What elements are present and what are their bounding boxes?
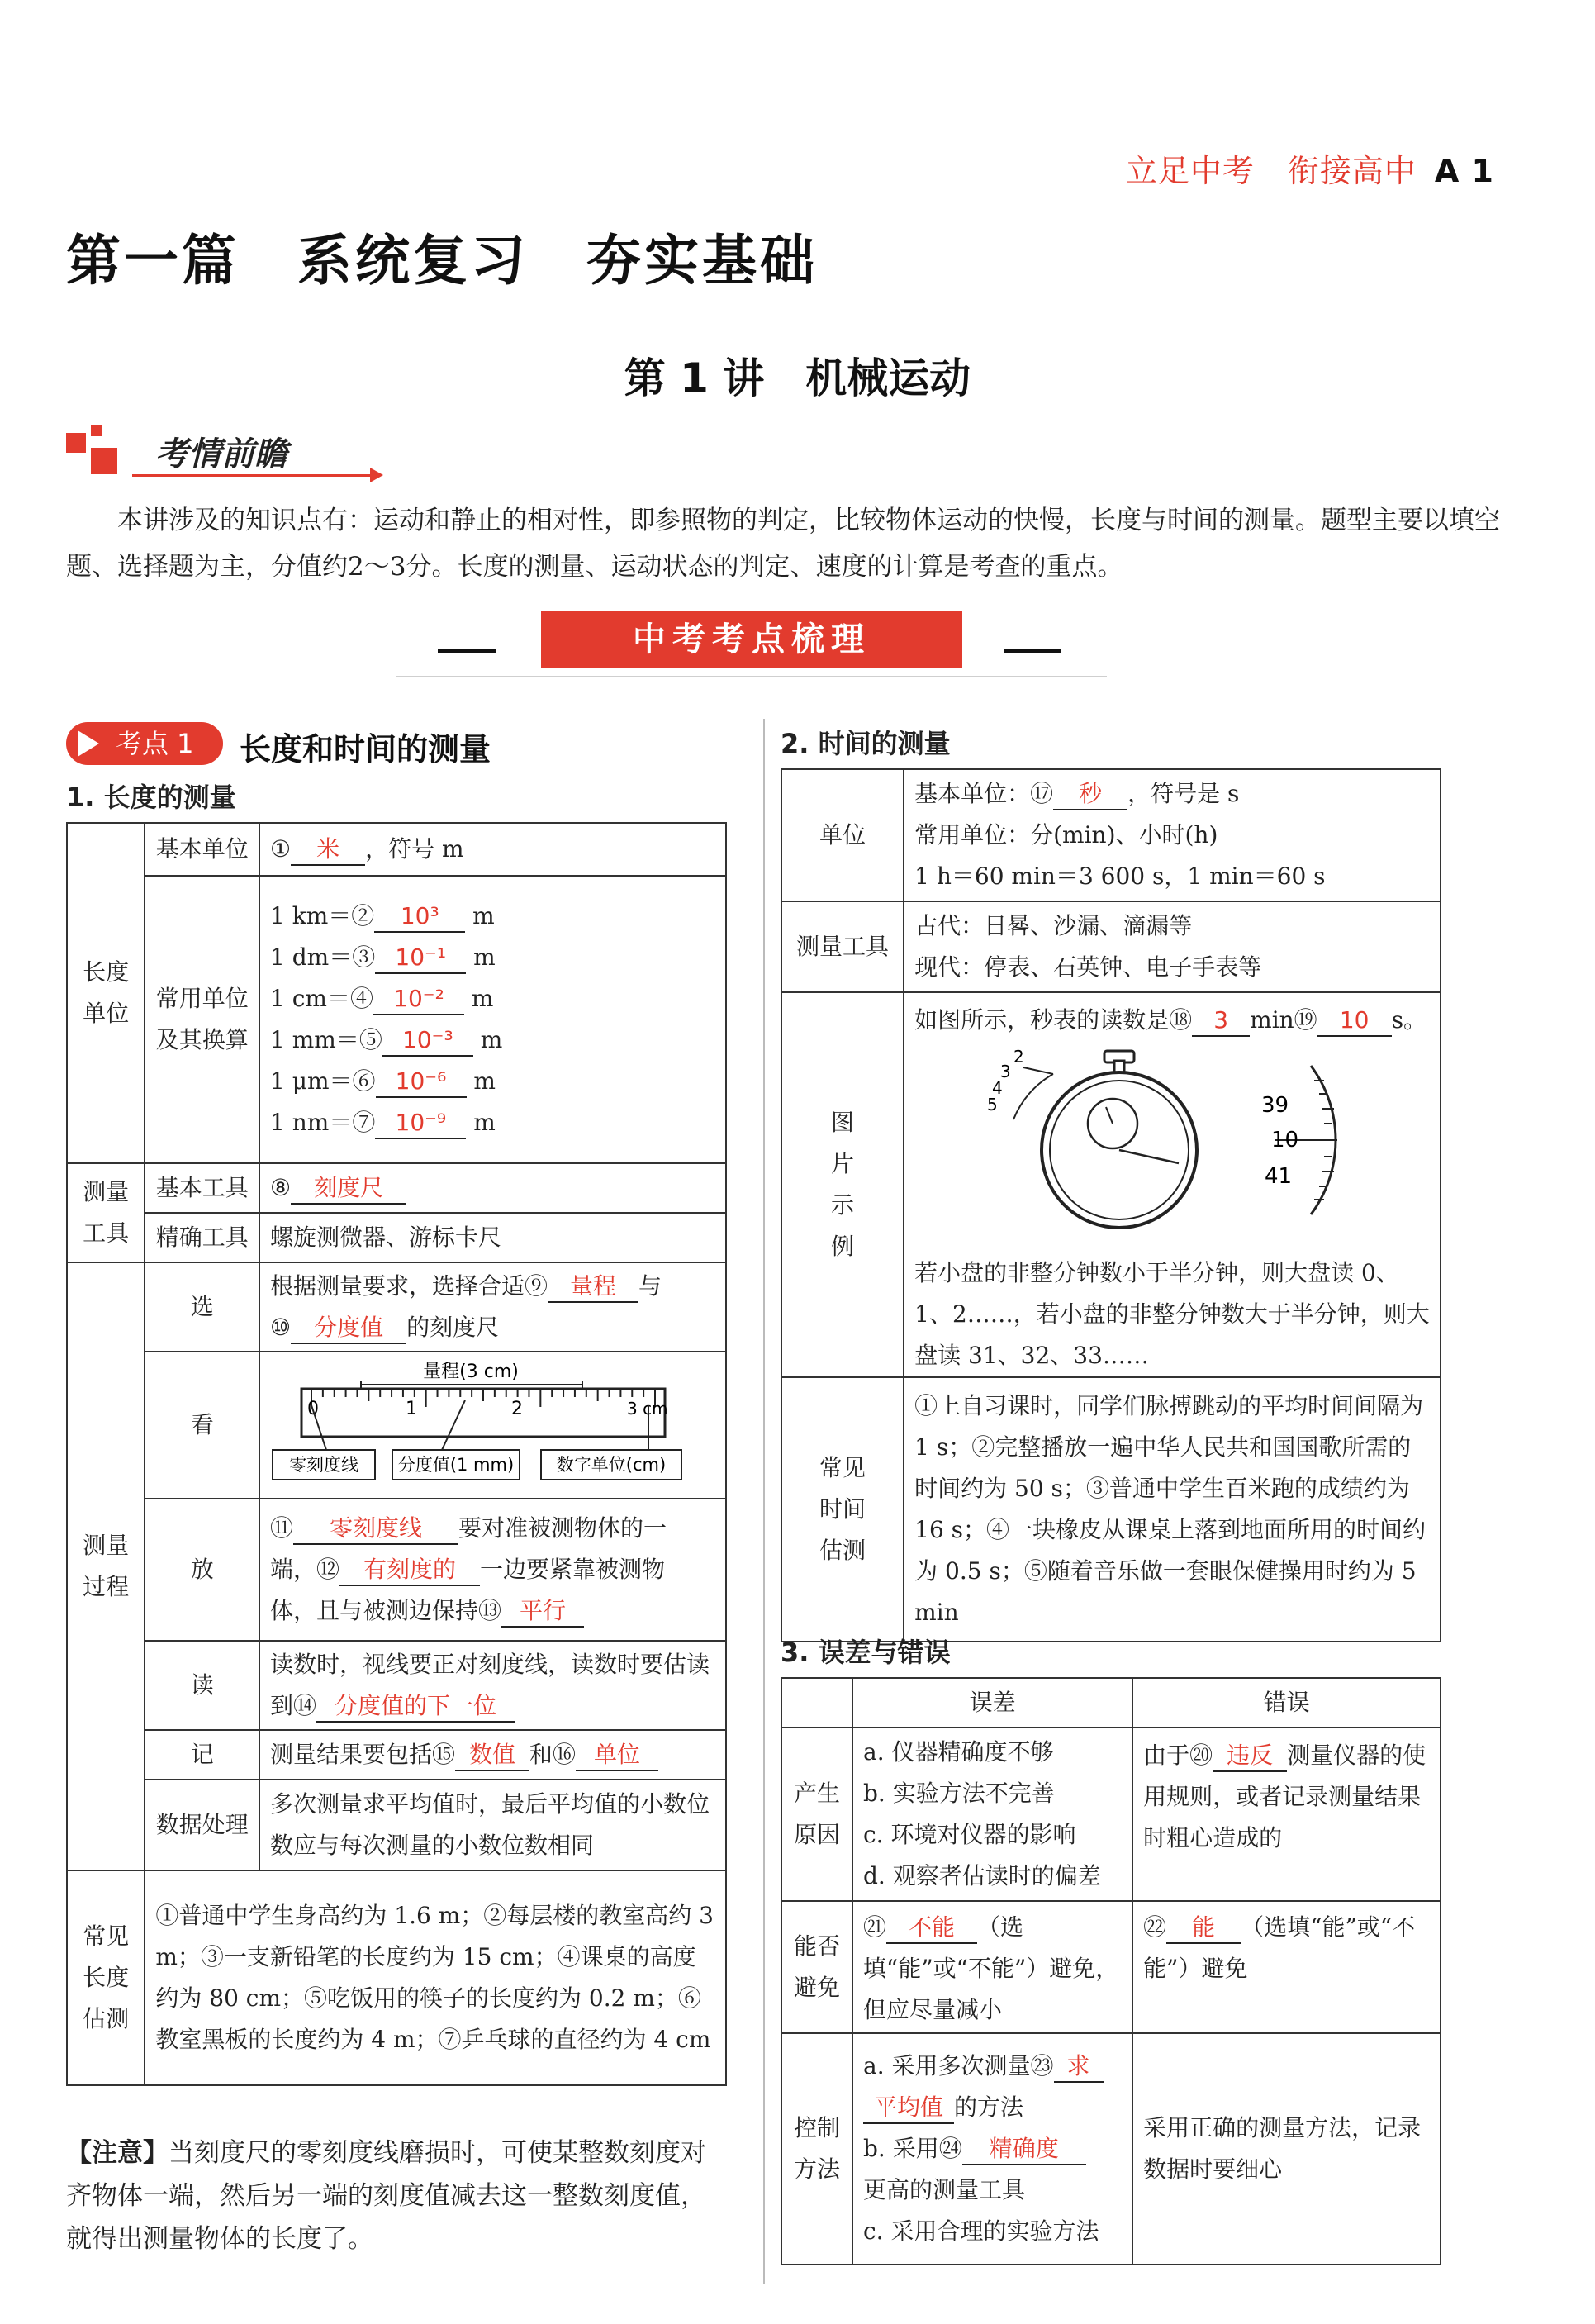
answer-blank: 10⁻² bbox=[373, 984, 464, 1015]
zero-line-label: 零刻度线 bbox=[289, 1455, 359, 1475]
select-label: 选 bbox=[145, 1262, 259, 1352]
time-unit-cell: 基本单位：⑰ 秒 ，符号是 s 常用单位：分(min)、小时(h) 1 h＝60 min＝3 600 s，1 min＝60 s bbox=[904, 769, 1441, 901]
answer-blank: 10⁻³ bbox=[382, 1025, 473, 1057]
data-text: 多次测量求平均值时，最后平均值的小数位数应与每次测量的小数位数相同 bbox=[259, 1780, 726, 1870]
intro-paragraph: 本讲涉及的知识点有：运动和静止的相对性，即参照物的判定，比较物体运动的快慢，长度与时间的测量。题型主要以填空题、选择题为主，分值约2～3分。长度的测量、运动状态的判定、速度的计算是考查的重点。 bbox=[66, 506, 1500, 582]
select-cell: 根据测量要求，选择合适⑨ 量程 与 ⑩ 分度值 的刻度尺 bbox=[259, 1262, 726, 1352]
answer-blank: 刻度尺 bbox=[291, 1173, 406, 1205]
ruler-diagram bbox=[260, 1352, 723, 1485]
decor-square-icon bbox=[66, 433, 86, 453]
answer-blank: 能 bbox=[1166, 1913, 1241, 1944]
picture-label: 图片示例 bbox=[781, 992, 904, 1377]
basic-tool-cell: ⑧ 刻度尺 bbox=[259, 1163, 726, 1213]
conversion-row: 1 cm＝④ 10⁻² m bbox=[270, 978, 715, 1019]
column-divider bbox=[763, 719, 765, 2284]
answer-blank: 求 bbox=[1054, 2051, 1104, 2083]
avoid-cell: ㉑ 不能 （选填“能”或“不能”）避免，但应尽量减小 bbox=[852, 1901, 1132, 2033]
answer-blank: 米 bbox=[291, 834, 365, 866]
answer-blank: 违反 bbox=[1213, 1741, 1287, 1772]
small-dial-label: 4 bbox=[992, 1078, 1003, 1098]
cause-list: a. 仪器精确度不够 b. 实验方法不完善 c. 环境对仪器的影响 d. 观察者估读时的偏差 bbox=[852, 1728, 1132, 1901]
length-table bbox=[66, 822, 727, 2086]
note-text: 当刻度尺的零刻度线磨损时，可使某整数刻度对齐物体一端，然后另一端的刻度值减去这一整数刻度值，就得出测量物体的长度了。 bbox=[66, 2138, 706, 2254]
precise-tool-label: 精确工具 bbox=[145, 1213, 259, 1262]
answer-blank: 有刻度的 bbox=[339, 1555, 480, 1586]
control-cell: a. 采用多次测量㉓ 求 平均值 的方法 b. 采用㉔ 精确度 更高的测量工具 c. 采用合理的实验方法 bbox=[852, 2033, 1132, 2265]
stopwatch-cell: 如图所示，秒表的读数是⑱ 3 min⑲ 10 s。 2 3 4 5 39 10 41 若小盘的非整分钟数小于半分钟，则大盘读 0、1、2……，若小盘的非整分钟数大于半分钟，则大盘读 31、32、33…… bbox=[904, 992, 1441, 1377]
answer-blank: 精确度 bbox=[962, 2134, 1086, 2165]
stopwatch-diagram bbox=[914, 1041, 1426, 1239]
answer-blank: 不能 bbox=[886, 1913, 977, 1944]
divider bbox=[396, 676, 1107, 677]
length-estimate-label: 常见长度估测 bbox=[67, 1870, 145, 2085]
slogan-1: 立足中考 bbox=[1125, 153, 1255, 189]
basic-unit-label: 基本单位 bbox=[145, 823, 259, 876]
answer-blank: 10⁻¹ bbox=[375, 943, 466, 974]
conversion-row: 1 km＝② 10³ m bbox=[270, 896, 715, 937]
note-label: 【注意】 bbox=[66, 2138, 169, 2168]
answer-blank: 平行 bbox=[501, 1596, 584, 1628]
answer-blank: 秒 bbox=[1053, 779, 1127, 810]
time-tool-cell: 古代：日晷、沙漏、滴漏等 现代：停表、石英钟、电子手表等 bbox=[904, 901, 1441, 992]
tool-category: 测量工具 bbox=[67, 1163, 145, 1262]
data-label: 数据处理 bbox=[145, 1780, 259, 1870]
play-arrow-icon bbox=[78, 730, 99, 757]
record-cell: 测量结果要包括⑮ 数值 和⑯ 单位 bbox=[259, 1730, 726, 1780]
kaodian-tag: 考点 1 bbox=[66, 722, 223, 765]
underline-divider bbox=[132, 474, 372, 477]
section-tag bbox=[66, 425, 380, 484]
ruler-cell bbox=[259, 1352, 726, 1499]
big-dial-label: 10 bbox=[1271, 1128, 1299, 1152]
stopwatch-text: 若小盘的非整分钟数小于半分钟，则大盘读 0、1、2……，若小盘的非整分钟数大于半分钟，则大盘读 31、32、33…… bbox=[914, 1259, 1430, 1369]
error-col-1: 误差 bbox=[852, 1678, 1132, 1728]
ruler-tick-label: 2 bbox=[511, 1399, 524, 1419]
error-heading: 3. 误差与错误 bbox=[781, 1637, 951, 1668]
answer-blank: 平均值 bbox=[863, 2093, 954, 2124]
precise-tool-text: 螺旋测微器、游标卡尺 bbox=[259, 1213, 726, 1262]
answer-blank: 零刻度线 bbox=[293, 1514, 458, 1545]
banner-dash-left bbox=[438, 649, 496, 653]
arrow-right-icon bbox=[370, 468, 383, 482]
number-unit-label: 数字单位(cm) bbox=[556, 1455, 667, 1475]
slogan-2: 衔接高中 bbox=[1287, 153, 1417, 189]
header-slogan bbox=[1126, 145, 1494, 191]
kaodian-title: 长度和时间的测量 bbox=[240, 731, 491, 768]
read-label: 读 bbox=[145, 1641, 259, 1730]
conversion-row: 1 mm＝⑤ 10⁻³ m bbox=[270, 1019, 715, 1061]
time-estimate-text: ①上自习课时，同学们脉搏跳动的平均时间间隔为 1 s；②完整播放一遍中华人民共和国国歌所需的时间约为 50 s；③普通中学生百米跑的成绩约为 16 s；④一块橡皮从课桌上落到地面所用的时间约为 0.5 s；⑤随着音乐做一套眼保健操用时约为 5 min bbox=[904, 1377, 1441, 1642]
common-unit-label: 常用单位及其换算 bbox=[145, 876, 259, 1163]
control-label: 控制方法 bbox=[781, 2033, 852, 2265]
kaodian-header bbox=[66, 719, 595, 768]
place-cell: ⑪ 零刻度线 要对准被测物体的一 端，⑫ 有刻度的 一边要紧靠被测物 体，且与被测边保持⑬ 平行 bbox=[259, 1499, 726, 1641]
small-dial-label: 3 bbox=[1000, 1062, 1011, 1081]
avoid-label: 能否避免 bbox=[781, 1901, 852, 2033]
decor-square-icon bbox=[91, 448, 117, 474]
ruler-range-label: 量程(3 cm) bbox=[423, 1362, 519, 1382]
small-dial-label: 5 bbox=[987, 1095, 998, 1114]
answer-blank: 分度值的下一位 bbox=[316, 1691, 515, 1723]
banner-title: 中考考点梳理 bbox=[541, 611, 962, 668]
unit-category: 长度单位 bbox=[67, 823, 145, 1163]
decor-square-icon bbox=[91, 425, 102, 436]
control-error-cell: 采用正确的测量方法，记录数据时要细心 bbox=[1132, 2033, 1441, 2265]
big-dial-label: 41 bbox=[1265, 1164, 1293, 1189]
answer-blank: 3 bbox=[1192, 1005, 1250, 1037]
time-heading: 2. 时间的测量 bbox=[781, 728, 951, 759]
read-cell: 读数时，视线要正对刻度线，读数时要估读 到⑭ 分度值的下一位 bbox=[259, 1641, 726, 1730]
banner-dash-right bbox=[1004, 649, 1061, 653]
error-table bbox=[781, 1677, 1441, 2265]
answer-blank: 10⁻⁶ bbox=[376, 1067, 467, 1098]
time-estimate-label: 常见时间估测 bbox=[781, 1377, 904, 1642]
division-label: 分度值(1 mm) bbox=[397, 1455, 515, 1475]
page-number: A 1 bbox=[1434, 153, 1494, 189]
conversion-list bbox=[259, 876, 726, 1163]
ruler-tick-label: 1 bbox=[406, 1399, 418, 1419]
basic-tool-label: 基本工具 bbox=[145, 1163, 259, 1213]
length-heading: 1. 长度的测量 bbox=[66, 782, 236, 813]
conversion-row: 1 nm＝⑦ 10⁻⁹ m bbox=[270, 1102, 715, 1143]
answer-blank: 分度值 bbox=[291, 1313, 406, 1344]
error-corner bbox=[781, 1678, 852, 1728]
record-label: 记 bbox=[145, 1730, 259, 1780]
small-dial-label: 2 bbox=[1013, 1047, 1024, 1067]
process-category: 测量过程 bbox=[67, 1262, 145, 1870]
time-unit-label: 单位 bbox=[781, 769, 904, 901]
length-estimate-text: ①普通中学生身高约为 1.6 m；②每层楼的教室高约 3 m；③一支新铅笔的长度约为 15 cm；④课桌的高度约为 80 cm；⑤吃饭用的筷子的长度约为 0.2 m；⑥教室黑板的长度约为 4 m；⑦乒乓球的直径约为 4 cm bbox=[145, 1870, 726, 2085]
big-dial-label: 39 bbox=[1261, 1093, 1289, 1118]
answer-blank: 10 bbox=[1317, 1005, 1392, 1037]
place-label: 放 bbox=[145, 1499, 259, 1641]
cause-error-cell: 由于⑳ 违反 测量仪器的使用规则，或者记录测量结果时粗心造成的 bbox=[1132, 1728, 1441, 1901]
lecture-title: 第 1 讲 机械运动 bbox=[624, 354, 971, 402]
conversion-row: 1 μm＝⑥ 10⁻⁶ m bbox=[270, 1061, 715, 1102]
avoid-error-cell: ㉒ 能 （选填“能”或“不能”）避免 bbox=[1132, 1901, 1441, 2033]
answer-blank: 数值 bbox=[455, 1740, 529, 1771]
time-tool-label: 测量工具 bbox=[781, 901, 904, 992]
ruler-tick-label: 3 cm bbox=[627, 1399, 668, 1419]
answer-blank: 量程 bbox=[548, 1271, 638, 1303]
answer-blank: 10⁻⁹ bbox=[375, 1108, 466, 1139]
time-table bbox=[781, 768, 1441, 1642]
basic-unit-cell: ① 米 ，符号 m bbox=[259, 823, 726, 876]
conversion-row: 1 dm＝③ 10⁻¹ m bbox=[270, 937, 715, 978]
section-tag-label: 考情前瞻 bbox=[155, 435, 287, 473]
part-title: 第一篇 系统复习 夯实基础 bbox=[66, 229, 818, 292]
answer-blank: 10³ bbox=[374, 901, 465, 933]
look-label: 看 bbox=[145, 1352, 259, 1499]
error-col-2: 错误 bbox=[1132, 1678, 1441, 1728]
note bbox=[66, 2132, 727, 2260]
cause-label: 产生原因 bbox=[781, 1728, 852, 1901]
ruler-tick-label: 0 bbox=[307, 1399, 320, 1419]
answer-blank: 单位 bbox=[576, 1740, 658, 1771]
